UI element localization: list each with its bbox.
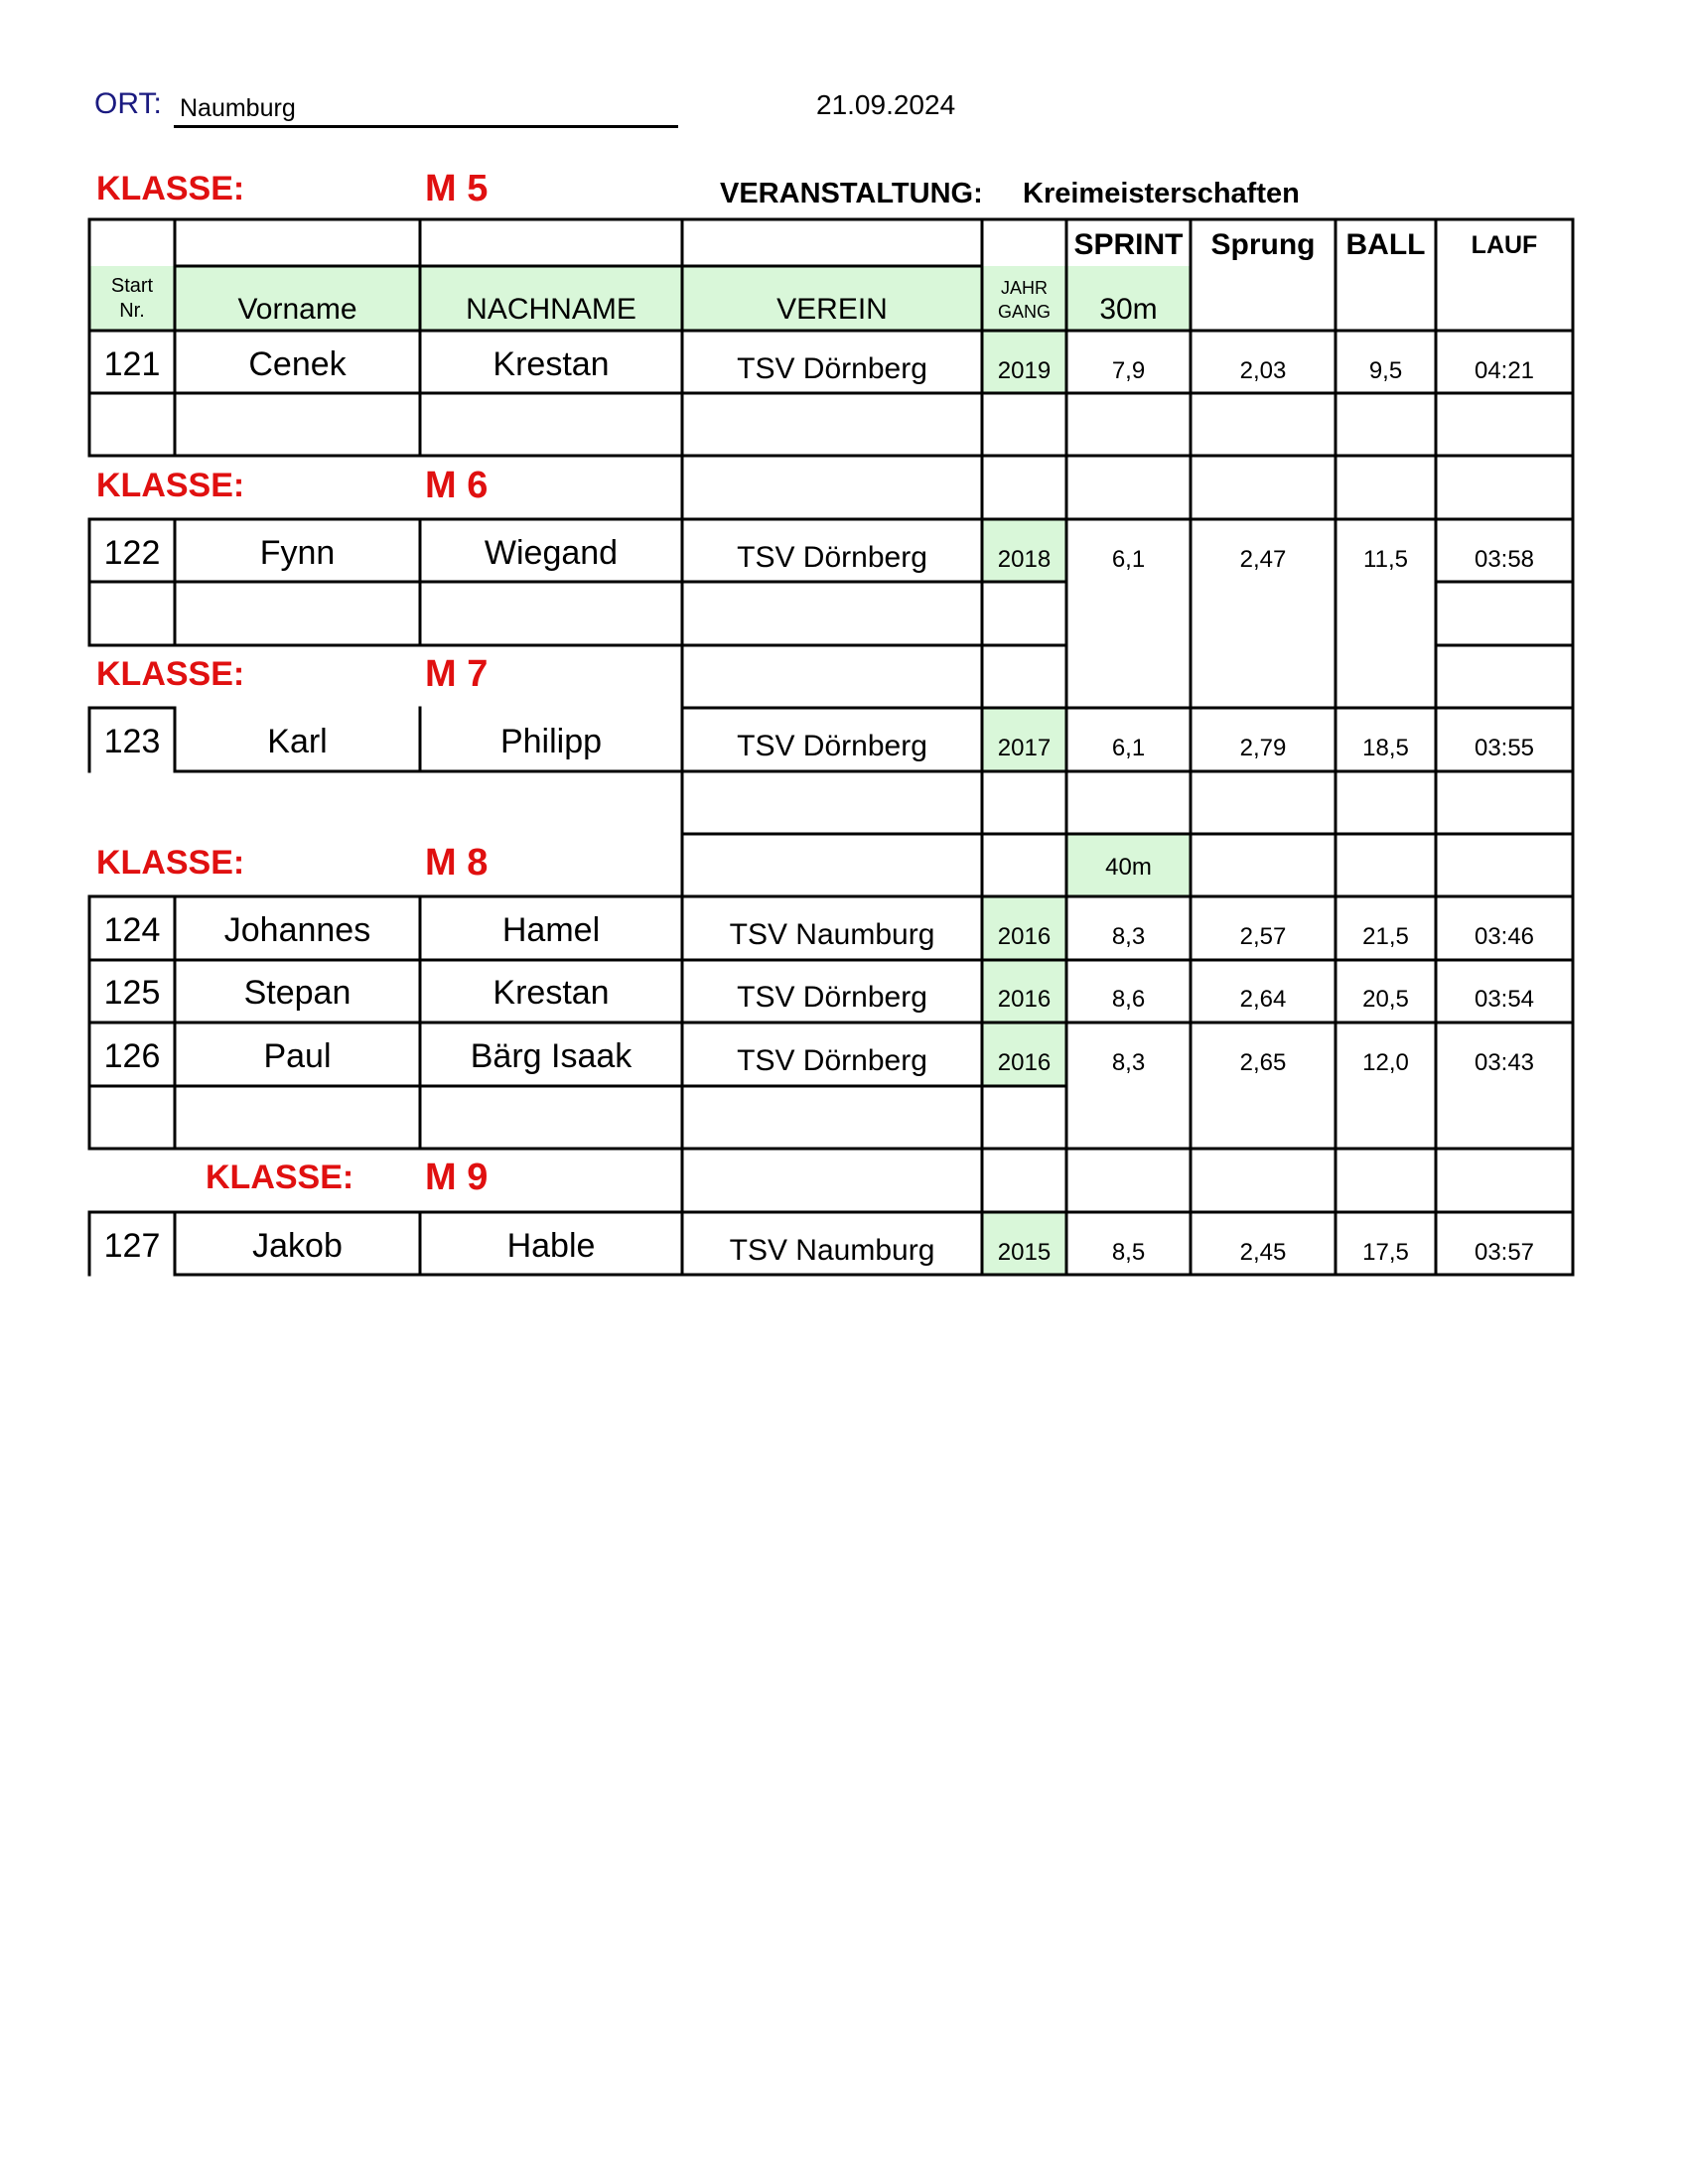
verein: TSV Dörnberg — [737, 1043, 927, 1077]
klasse-label-m5: KLASSE: — [96, 170, 245, 207]
header-verein: VEREIN — [776, 292, 888, 326]
start-nr: 126 — [103, 1037, 161, 1075]
klasse-value-m9: M 9 — [425, 1157, 489, 1198]
nachname: Krestan — [492, 345, 610, 383]
jahrgang: 2017 — [997, 734, 1052, 761]
sprung-result: 2,65 — [1239, 1048, 1287, 1076]
verein: TSV Naumburg — [729, 917, 935, 951]
verein: TSV Dörnberg — [737, 351, 927, 385]
vorname: Karl — [267, 723, 328, 760]
vorname: Cenek — [248, 345, 347, 383]
ball-result: 17,5 — [1362, 1238, 1409, 1266]
lauf-result: 03:55 — [1474, 734, 1535, 761]
klasse-value-m6: M 6 — [425, 465, 489, 506]
lauf-result: 03:54 — [1474, 985, 1535, 1013]
header-start-line1: Start — [110, 274, 154, 297]
nachname: Hable — [506, 1227, 596, 1265]
start-nr: 125 — [103, 974, 161, 1012]
header-sprint-30m: 30m — [1099, 292, 1158, 326]
header-sprint-40m: 40m — [1105, 854, 1152, 881]
klasse-label-m7: KLASSE: — [96, 655, 245, 693]
header-sprint: SPRINT — [1073, 228, 1184, 261]
header-jahrgang-line2: GANG — [997, 301, 1051, 322]
verein: TSV Naumburg — [729, 1233, 935, 1267]
lauf-result: 03:58 — [1474, 545, 1535, 573]
vorname: Stepan — [243, 974, 352, 1012]
jahrgang: 2016 — [997, 922, 1052, 950]
sprint-result: 8,5 — [1111, 1238, 1146, 1266]
start-nr: 123 — [103, 723, 161, 760]
start-nr: 124 — [103, 911, 161, 949]
klasse-label-m9: KLASSE: — [206, 1159, 354, 1196]
sprint-result: 6,1 — [1111, 734, 1146, 761]
header-lauf: LAUF — [1471, 230, 1538, 259]
sprung-result: 2,79 — [1239, 734, 1287, 761]
start-nr: 121 — [103, 345, 161, 383]
lauf-result: 03:46 — [1474, 922, 1535, 950]
header-sprung: Sprung — [1210, 228, 1316, 261]
sprint-result: 8,3 — [1111, 1048, 1146, 1076]
verein: TSV Dörnberg — [737, 980, 927, 1014]
ball-result: 20,5 — [1362, 985, 1409, 1013]
lauf-result: 03:43 — [1474, 1048, 1535, 1076]
sprung-result: 2,45 — [1239, 1238, 1287, 1266]
vorname: Fynn — [259, 534, 336, 572]
klasse-label-m8: KLASSE: — [96, 844, 245, 882]
jahrgang: 2016 — [997, 985, 1052, 1013]
sprint-result: 7,9 — [1111, 356, 1146, 384]
header-jahrgang-line1: JAHR — [1000, 277, 1048, 298]
sprung-result: 2,03 — [1239, 356, 1287, 384]
vorname: Jakob — [252, 1227, 343, 1265]
verein: TSV Dörnberg — [737, 540, 927, 574]
header-nachname: NACHNAME — [466, 292, 636, 326]
ball-result: 9,5 — [1368, 356, 1403, 384]
nachname: Philipp — [499, 723, 603, 760]
klasse-label-m6: KLASSE: — [96, 467, 245, 504]
nachname: Hamel — [501, 911, 601, 949]
lauf-result: 04:21 — [1474, 356, 1535, 384]
sprint-result: 6,1 — [1111, 545, 1146, 573]
header-start-nr — [89, 266, 175, 331]
klasse-value-m5: M 5 — [425, 168, 489, 209]
ball-result: 21,5 — [1362, 922, 1409, 950]
jahrgang: 2018 — [997, 545, 1052, 573]
klasse-value-m7: M 7 — [425, 653, 489, 695]
header-vorname: Vorname — [237, 292, 357, 326]
ort-label: ORT: — [94, 87, 162, 120]
vorname: Paul — [263, 1037, 332, 1075]
jahrgang: 2016 — [997, 1048, 1052, 1076]
veranstaltung-value: Kreimeisterschaften — [1023, 178, 1300, 209]
sprung-result: 2,57 — [1239, 922, 1287, 950]
klasse-value-m8: M 8 — [425, 842, 489, 884]
sprung-result: 2,47 — [1239, 545, 1287, 573]
ball-result: 12,0 — [1362, 1048, 1409, 1076]
header-start-line2: Nr. — [119, 299, 145, 322]
header-ball: BALL — [1345, 228, 1426, 261]
verein: TSV Dörnberg — [737, 729, 927, 762]
veranstaltung-label: VERANSTALTUNG: — [720, 178, 983, 209]
sprint-result: 8,3 — [1111, 922, 1146, 950]
lauf-result: 03:57 — [1474, 1238, 1535, 1266]
nachname: Krestan — [492, 974, 610, 1012]
ort-value: Naumburg — [180, 94, 296, 122]
start-nr: 122 — [103, 534, 161, 572]
nachname: Bärg Isaak — [470, 1037, 633, 1075]
start-nr: 127 — [103, 1227, 161, 1265]
event-date: 21.09.2024 — [816, 89, 956, 120]
header-jahrgang — [982, 268, 1066, 331]
sprint-result: 8,6 — [1111, 985, 1146, 1013]
ball-result: 11,5 — [1363, 545, 1408, 573]
jahrgang: 2019 — [997, 356, 1052, 384]
ball-result: 18,5 — [1362, 734, 1409, 761]
sprung-result: 2,64 — [1239, 985, 1287, 1013]
vorname: Johannes — [223, 911, 371, 949]
nachname: Wiegand — [484, 534, 619, 572]
jahrgang: 2015 — [997, 1238, 1052, 1266]
